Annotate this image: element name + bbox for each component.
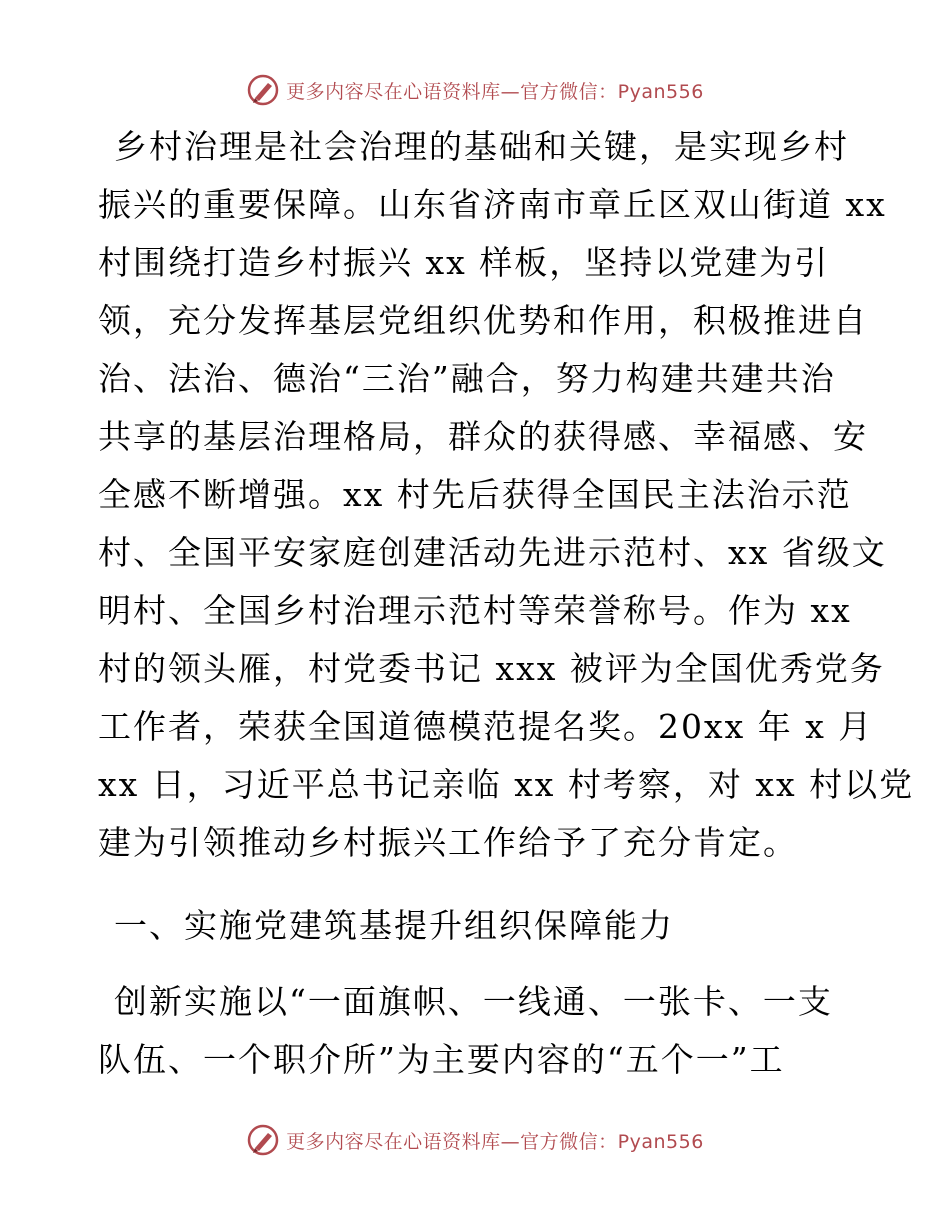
text-line: 治、法治、德治“三治”融合，努力构建共建共治 bbox=[98, 359, 836, 398]
watermark-text: 更多内容尽在心语资料库—官方微信：Pyan556 bbox=[286, 1130, 704, 1153]
watermark-text: 更多内容尽在心语资料库—官方微信：Pyan556 bbox=[286, 80, 704, 103]
text-line: 领，充分发挥基层党组织优势和作用，积极推进自 bbox=[98, 301, 868, 340]
text-line: 创新实施以“一面旗帜、一线通、一张卡、一支 bbox=[114, 982, 833, 1021]
text-line: 振兴的重要保障。山东省济南市章丘区双山街道 xx bbox=[98, 185, 887, 224]
text-line: 队伍、一个职介所”为主要内容的“五个一”工 bbox=[98, 1040, 785, 1079]
paragraph-intro bbox=[98, 118, 915, 872]
pen-logo-icon bbox=[246, 1123, 280, 1157]
text-line: 工作者，荣获全国道德模范提名奖。20xx 年 x 月 bbox=[98, 707, 874, 746]
section-heading: 一、实施党建筑基提升组织保障能力 bbox=[114, 906, 674, 945]
text-line: 建为引领推动乡村振兴工作给予了充分肯定。 bbox=[98, 823, 798, 862]
text-line: 共享的基层治理格局，群众的获得感、幸福感、安 bbox=[98, 417, 868, 456]
text-line: 全感不断增强。xx 村先后获得全国民主法治示范 bbox=[98, 475, 852, 514]
text-line: 村围绕打造乡村振兴 xx 样板，坚持以党建为引 bbox=[98, 243, 830, 282]
watermark-banner-bottom bbox=[0, 1120, 950, 1160]
text-line: 村、全国平安家庭创建活动先进示范村、xx 省级文 bbox=[98, 533, 887, 572]
text-line: 乡村治理是社会治理的基础和关键，是实现乡村 bbox=[114, 127, 849, 166]
watermark-banner-top bbox=[0, 70, 950, 110]
text-line: 村的领头雁，村党委书记 xxx 被评为全国优秀党务 bbox=[98, 649, 885, 688]
pen-logo-icon bbox=[246, 73, 280, 107]
text-line: 明村、全国乡村治理示范村等荣誉称号。作为 xx bbox=[98, 591, 852, 630]
text-line: xx 日，习近平总书记亲临 xx 村考察，对 xx 村以党 bbox=[98, 765, 915, 804]
paragraph-section-1 bbox=[98, 973, 858, 1089]
document-body bbox=[98, 118, 915, 1089]
